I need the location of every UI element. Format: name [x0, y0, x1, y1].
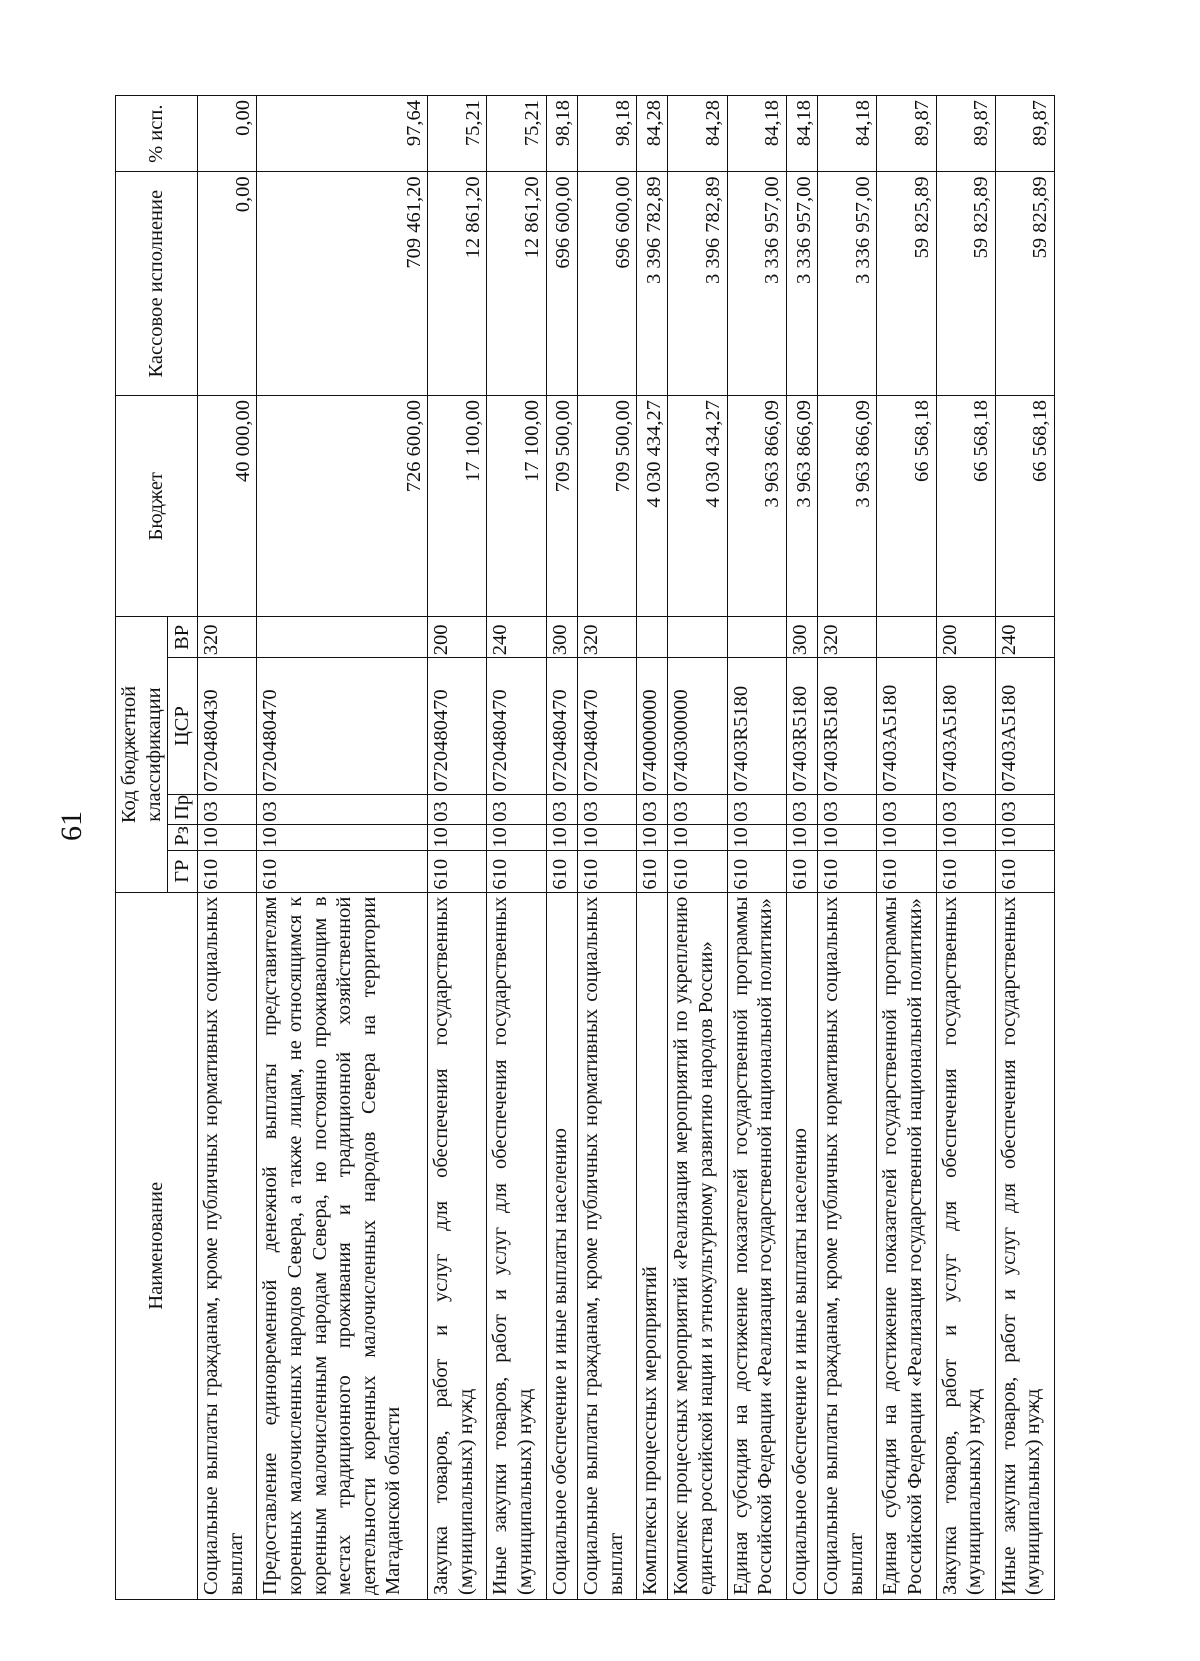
header-pr: Пр	[168, 794, 198, 824]
cell-csr: 0720480470	[487, 658, 546, 795]
cell-name: Комплекс процессных мероприятий «Реализация мероприятий по укреплению единства российской нации и этнокультурному развитию народов России»	[668, 892, 727, 1599]
table-row	[936, 96, 995, 1600]
cell-vr	[877, 617, 936, 658]
cell-pct: 84,28	[637, 96, 668, 172]
cell-csr: 0740000000	[637, 658, 668, 795]
cell-rz: 10	[727, 824, 786, 850]
cell-name: Предоставление единовременной денежной выплаты представителям коренных малочисленных народов Севера, а также лицам, не относящимся к коренным малочисленным народам Севера, но постоянно проживающим в местах традиционного проживания и традиционной хозяйственной деятельности коренных малочисленных народов Севера на территории Магаданской области	[257, 892, 428, 1599]
budget-table	[115, 95, 1055, 1600]
cell-pr: 03	[487, 794, 546, 824]
table-row	[995, 96, 1054, 1600]
header-budget: Бюджет	[116, 395, 198, 616]
cell-pct: 89,87	[995, 96, 1054, 172]
cell-gr: 610	[727, 850, 786, 892]
table-row	[877, 96, 936, 1600]
cell-pr: 03	[818, 794, 877, 824]
cell-cash: 3 396 782,89	[668, 172, 727, 396]
cell-pct: 0,00	[198, 96, 257, 172]
cell-vr	[668, 617, 727, 658]
table-row	[818, 96, 877, 1600]
cell-cash: 3 396 782,89	[637, 172, 668, 396]
cell-cash: 696 600,00	[546, 172, 577, 396]
cell-budget: 3 963 866,09	[727, 395, 786, 616]
table-row	[668, 96, 727, 1600]
table-row	[786, 96, 817, 1600]
cell-gr: 610	[428, 850, 487, 892]
cell-gr: 610	[198, 850, 257, 892]
cell-cash: 3 336 957,00	[818, 172, 877, 396]
cell-vr: 240	[995, 617, 1054, 658]
cell-vr: 240	[487, 617, 546, 658]
table-row	[428, 96, 487, 1600]
cell-pr: 03	[637, 794, 668, 824]
cell-rz: 10	[786, 824, 817, 850]
cell-cash: 0,00	[198, 172, 257, 396]
cell-vr: 200	[428, 617, 487, 658]
table-row	[546, 96, 577, 1600]
header-gr: ГР	[168, 850, 198, 892]
cell-csr: 07403R5180	[727, 658, 786, 795]
cell-csr: 07403A5180	[877, 658, 936, 795]
header-rz: Рз	[168, 824, 198, 850]
cell-csr: 07403R5180	[818, 658, 877, 795]
cell-gr: 610	[995, 850, 1054, 892]
cell-vr	[257, 617, 428, 658]
cell-rz: 10	[637, 824, 668, 850]
cell-cash: 12 861,20	[428, 172, 487, 396]
cell-csr: 0720480430	[198, 658, 257, 795]
cell-name: Социальные выплаты гражданам, кроме публичных нормативных социальных выплат	[577, 892, 636, 1599]
cell-vr	[727, 617, 786, 658]
cell-rz: 10	[257, 824, 428, 850]
cell-budget: 4 030 434,27	[637, 395, 668, 616]
cell-budget: 66 568,18	[877, 395, 936, 616]
cell-gr: 610	[257, 850, 428, 892]
cell-gr: 610	[936, 850, 995, 892]
cell-budget: 66 568,18	[995, 395, 1054, 616]
cell-rz: 10	[487, 824, 546, 850]
cell-budget: 3 963 866,09	[818, 395, 877, 616]
cell-cash: 59 825,89	[877, 172, 936, 396]
cell-name: Единая субсидия на достижение показателей государственной программы Российской Федерации «Реализация государственной национальной политики»	[727, 892, 786, 1599]
cell-pr: 03	[257, 794, 428, 824]
table-body	[198, 96, 1055, 1600]
cell-name: Социальное обеспечение и иные выплаты населению	[546, 892, 577, 1599]
cell-csr: 07403A5180	[936, 658, 995, 795]
cell-pct: 89,87	[936, 96, 995, 172]
cell-gr: 610	[668, 850, 727, 892]
cell-csr: 0740300000	[668, 658, 727, 795]
cell-name: Социальные выплаты гражданам, кроме публичных нормативных социальных выплат	[198, 892, 257, 1599]
header-pct: % исп.	[116, 96, 198, 172]
cell-csr: 07403A5180	[995, 658, 1054, 795]
cell-rz: 10	[428, 824, 487, 850]
cell-cash: 12 861,20	[487, 172, 546, 396]
cell-pr: 03	[198, 794, 257, 824]
cell-gr: 610	[786, 850, 817, 892]
cell-rz: 10	[877, 824, 936, 850]
cell-pr: 03	[877, 794, 936, 824]
cell-rz: 10	[668, 824, 727, 850]
cell-name: Социальные выплаты гражданам, кроме публичных нормативных социальных выплат	[818, 892, 877, 1599]
cell-cash: 3 336 957,00	[786, 172, 817, 396]
cell-budget: 17 100,00	[487, 395, 546, 616]
cell-name: Иные закупки товаров, работ и услуг для обеспечения государственных (муниципальных) нужд	[487, 892, 546, 1599]
cell-name: Социальное обеспечение и иные выплаты населению	[786, 892, 817, 1599]
cell-vr: 300	[546, 617, 577, 658]
cell-name: Комплексы процессных мероприятий	[637, 892, 668, 1599]
table-header	[116, 96, 198, 1600]
header-vr: ВР	[168, 617, 198, 658]
cell-rz: 10	[198, 824, 257, 850]
cell-gr: 610	[637, 850, 668, 892]
cell-pr: 03	[995, 794, 1054, 824]
cell-budget: 4 030 434,27	[668, 395, 727, 616]
cell-name: Иные закупки товаров, работ и услуг для обеспечения государственных (муниципальных) нужд	[995, 892, 1054, 1599]
cell-csr: 0720480470	[577, 658, 636, 795]
header-name: Наименование	[116, 892, 198, 1599]
cell-cash: 3 336 957,00	[727, 172, 786, 396]
cell-budget: 726 600,00	[257, 395, 428, 616]
cell-vr: 320	[577, 617, 636, 658]
cell-budget: 66 568,18	[936, 395, 995, 616]
cell-budget: 3 963 866,09	[786, 395, 817, 616]
cell-name: Закупка товаров, работ и услуг для обеспечения государственных (муниципальных) нужд	[428, 892, 487, 1599]
cell-gr: 610	[818, 850, 877, 892]
cell-rz: 10	[546, 824, 577, 850]
cell-budget: 17 100,00	[428, 395, 487, 616]
cell-gr: 610	[546, 850, 577, 892]
cell-csr: 07403R5180	[786, 658, 817, 795]
cell-gr: 610	[577, 850, 636, 892]
table-row	[727, 96, 786, 1600]
cell-rz: 10	[577, 824, 636, 850]
cell-pct: 84,28	[668, 96, 727, 172]
cell-cash: 59 825,89	[995, 172, 1054, 396]
table-row	[637, 96, 668, 1600]
cell-pr: 03	[428, 794, 487, 824]
page-number: 61	[55, 811, 88, 841]
table-row	[577, 96, 636, 1600]
cell-vr: 320	[818, 617, 877, 658]
cell-name: Единая субсидия на достижение показателей государственной программы Российской Федерации «Реализация государственной национальной политики»	[877, 892, 936, 1599]
cell-pct: 98,18	[577, 96, 636, 172]
cell-pct: 75,21	[428, 96, 487, 172]
cell-budget: 40 000,00	[198, 395, 257, 616]
cell-vr	[637, 617, 668, 658]
cell-budget: 709 500,00	[577, 395, 636, 616]
cell-pr: 03	[727, 794, 786, 824]
cell-pct: 89,87	[877, 96, 936, 172]
table-row	[257, 96, 428, 1600]
cell-pct: 84,18	[727, 96, 786, 172]
cell-gr: 610	[877, 850, 936, 892]
cell-vr: 300	[786, 617, 817, 658]
cell-pr: 03	[786, 794, 817, 824]
cell-pr: 03	[577, 794, 636, 824]
cell-pct: 75,21	[487, 96, 546, 172]
cell-vr: 200	[936, 617, 995, 658]
cell-pct: 97,64	[257, 96, 428, 172]
cell-rz: 10	[936, 824, 995, 850]
cell-budget: 709 500,00	[546, 395, 577, 616]
cell-cash: 59 825,89	[936, 172, 995, 396]
cell-pr: 03	[546, 794, 577, 824]
cell-pct: 84,18	[818, 96, 877, 172]
cell-csr: 0720480470	[428, 658, 487, 795]
header-csr: ЦСР	[168, 658, 198, 795]
cell-pct: 98,18	[546, 96, 577, 172]
table-row	[198, 96, 257, 1600]
rotated-table-wrapper	[115, 95, 1055, 1600]
cell-pr: 03	[936, 794, 995, 824]
cell-csr: 0720480470	[257, 658, 428, 795]
cell-cash: 709 461,20	[257, 172, 428, 396]
cell-pct: 84,18	[786, 96, 817, 172]
cell-name: Закупка товаров, работ и услуг для обеспечения государственных (муниципальных) нужд	[936, 892, 995, 1599]
header-cash: Кассовое исполнение	[116, 172, 198, 396]
cell-vr: 320	[198, 617, 257, 658]
cell-gr: 610	[487, 850, 546, 892]
cell-csr: 0720480470	[546, 658, 577, 795]
cell-cash: 696 600,00	[577, 172, 636, 396]
header-code-group: Код бюджетной классификации	[116, 617, 168, 892]
cell-pr: 03	[668, 794, 727, 824]
cell-rz: 10	[995, 824, 1054, 850]
cell-rz: 10	[818, 824, 877, 850]
table-row	[487, 96, 546, 1600]
